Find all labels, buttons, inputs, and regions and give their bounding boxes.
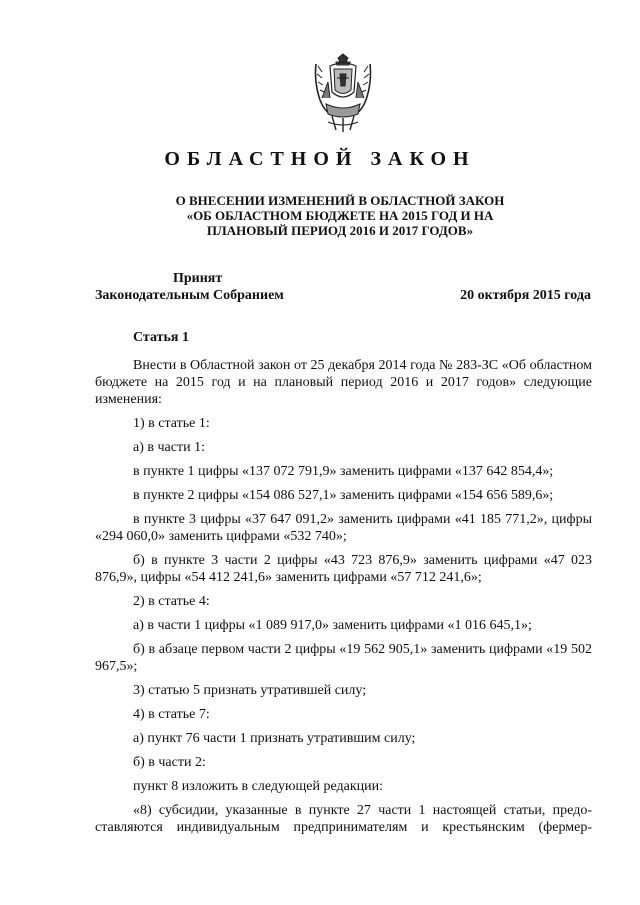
article-paragraph: пункт 8 изложить в следующей редакции: (133, 779, 383, 794)
article-paragraph: в пункте 3 цифры «37 647 091,2» заменить цифрами «41 185 771,2», цифры «294 060,0» заменить цифрами «532 740»; (95, 512, 592, 544)
article-paragraph: а) в части 1: (133, 440, 205, 455)
article-paragraph: в пункте 2 цифры «154 086 527,1» заменить цифрами «154 656 589,6»; (133, 488, 554, 503)
adoption-label (95, 270, 284, 304)
adoption-label-line1: Принят (173, 271, 223, 286)
adoption-date: 20 октября 2015 года (460, 288, 591, 303)
article-body (95, 357, 592, 843)
article-paragraph: 2) в статье 4: (133, 594, 210, 609)
subtitle-line: ПЛАНОВЫЙ ПЕРИОД 2016 И 2017 ГОДОВ» (206, 223, 474, 238)
article-paragraph: «8) субсидии, указанные в пункте 27 части 1 настоящей статьи, предоставляются индивидуальным предпринимателям и крестьянским (фермер- (95, 803, 592, 835)
article-paragraph: а) пункт 76 части 1 признать утратившим силу; (133, 731, 416, 746)
subtitle-line: «ОБ ОБЛАСТНОМ БЮДЖЕТЕ НА 2015 ГОД И НА (186, 208, 494, 223)
article-paragraph: 1) в статье 1: (133, 416, 210, 431)
law-subtitle (120, 193, 560, 238)
coat-of-arms-icon (310, 52, 376, 134)
article-paragraph: 4) в статье 7: (133, 707, 210, 722)
subtitle-line: О ВНЕСЕНИИ ИЗМЕНЕНИЙ В ОБЛАСТНОЙ ЗАКОН (175, 193, 505, 208)
article-paragraph: б) в части 2: (133, 755, 206, 770)
article-paragraph: а) в части 1 цифры «1 089 917,0» заменить цифрами «1 016 645,1»; (133, 618, 532, 633)
article-paragraph: 3) статью 5 признать утратившей силу; (133, 683, 367, 698)
article-paragraph: б) в абзаце первом части 2 цифры «19 562 905,1» заменить цифрами «19 502 967,5»; (95, 642, 592, 674)
adoption-label-line2: Законодательным Собранием (95, 288, 284, 303)
law-title: ОБЛАСТНОЙ ЗАКОН (164, 148, 476, 170)
article-heading: Статья 1 (133, 330, 189, 345)
article-paragraph: в пункте 1 цифры «137 072 791,9» заменить цифрами «137 642 854,4»; (133, 464, 554, 479)
article-paragraph: Внести в Областной закон от 25 декабря 2014 года № 283-ЗС «Об областном бюджете на 2015 год и на плановый период 2016 и 2017 годов» следующие изменения: (95, 358, 592, 407)
article-paragraph: б) в пункте 3 части 2 цифры «43 723 876,9» заменить цифрами «47 023 876,9», цифры «54 412 241,6» заменить цифрами «57 712 241,6»; (95, 553, 592, 585)
